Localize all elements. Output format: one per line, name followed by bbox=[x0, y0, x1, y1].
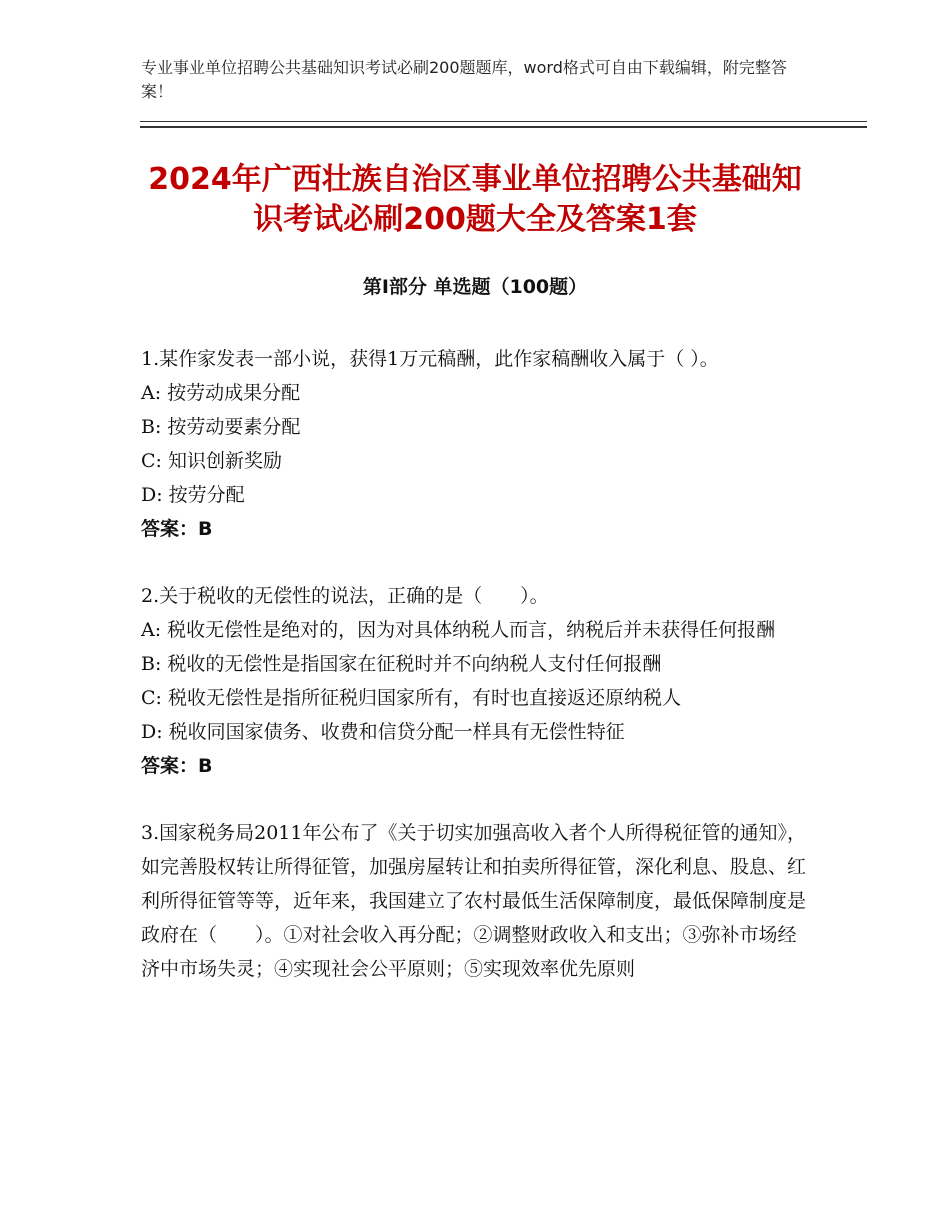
option-b: B: 税收的无偿性是指国家在征税时并不向纳税人支付任何报酬 bbox=[141, 653, 662, 675]
option-a: A: 按劳动成果分配 bbox=[141, 382, 301, 404]
question-stem: 3.国家税务局2011年公布了《关于切实加强高收入者个人所得税征管的通知》，如完善股权转让所得征管，加强房屋转让和拍卖所得征管，深化利息、股息、红利所得征管等等，近年来，我国建立了农村最低生活保障制度，最低保障制度是政府在（ ）。①对社会收入再分配；②调整财政收入和支出；③弥补市场经济中市场失灵；④实现社会公平原则；⑤实现效率优先原则 bbox=[141, 822, 807, 980]
option-d: D: 税收同国家债务、收费和信贷分配一样具有无偿性特征 bbox=[141, 721, 625, 743]
option-c: C: 知识创新奖励 bbox=[141, 450, 282, 472]
option-b: B: 按劳动要素分配 bbox=[141, 416, 301, 438]
option-a: A: 税收无偿性是绝对的，因为对具体纳税人而言，纳税后并未获得任何报酬 bbox=[141, 619, 776, 641]
question-list bbox=[141, 342, 811, 1019]
section-title: 第Ⅰ部分 单选题（100题） bbox=[362, 276, 588, 298]
document-title: 2024年广西壮族自治区事业单位招聘公共基础知识考试必刷200题大全及答案1套 bbox=[148, 162, 802, 237]
question-stem: 2.关于税收的无偿性的说法，正确的是（ ）。 bbox=[141, 585, 549, 607]
option-c: C: 税收无偿性是指所征税归国家所有，有时也直接返还原纳税人 bbox=[141, 687, 681, 709]
header-divider bbox=[140, 121, 867, 128]
question-3 bbox=[141, 816, 811, 986]
option-d: D: 按劳分配 bbox=[141, 484, 245, 506]
question-stem: 1.某作家发表一部小说，获得1万元稿酬，此作家稿酬收入属于（ ）。 bbox=[141, 348, 719, 370]
answer: 答案：B bbox=[141, 518, 213, 540]
answer: 答案：B bbox=[141, 755, 213, 777]
question-2 bbox=[141, 579, 811, 783]
question-1 bbox=[141, 342, 811, 546]
header-note: 专业事业单位招聘公共基础知识考试必刷200题题库，word格式可自由下载编辑，附完整答案！ bbox=[141, 58, 787, 101]
